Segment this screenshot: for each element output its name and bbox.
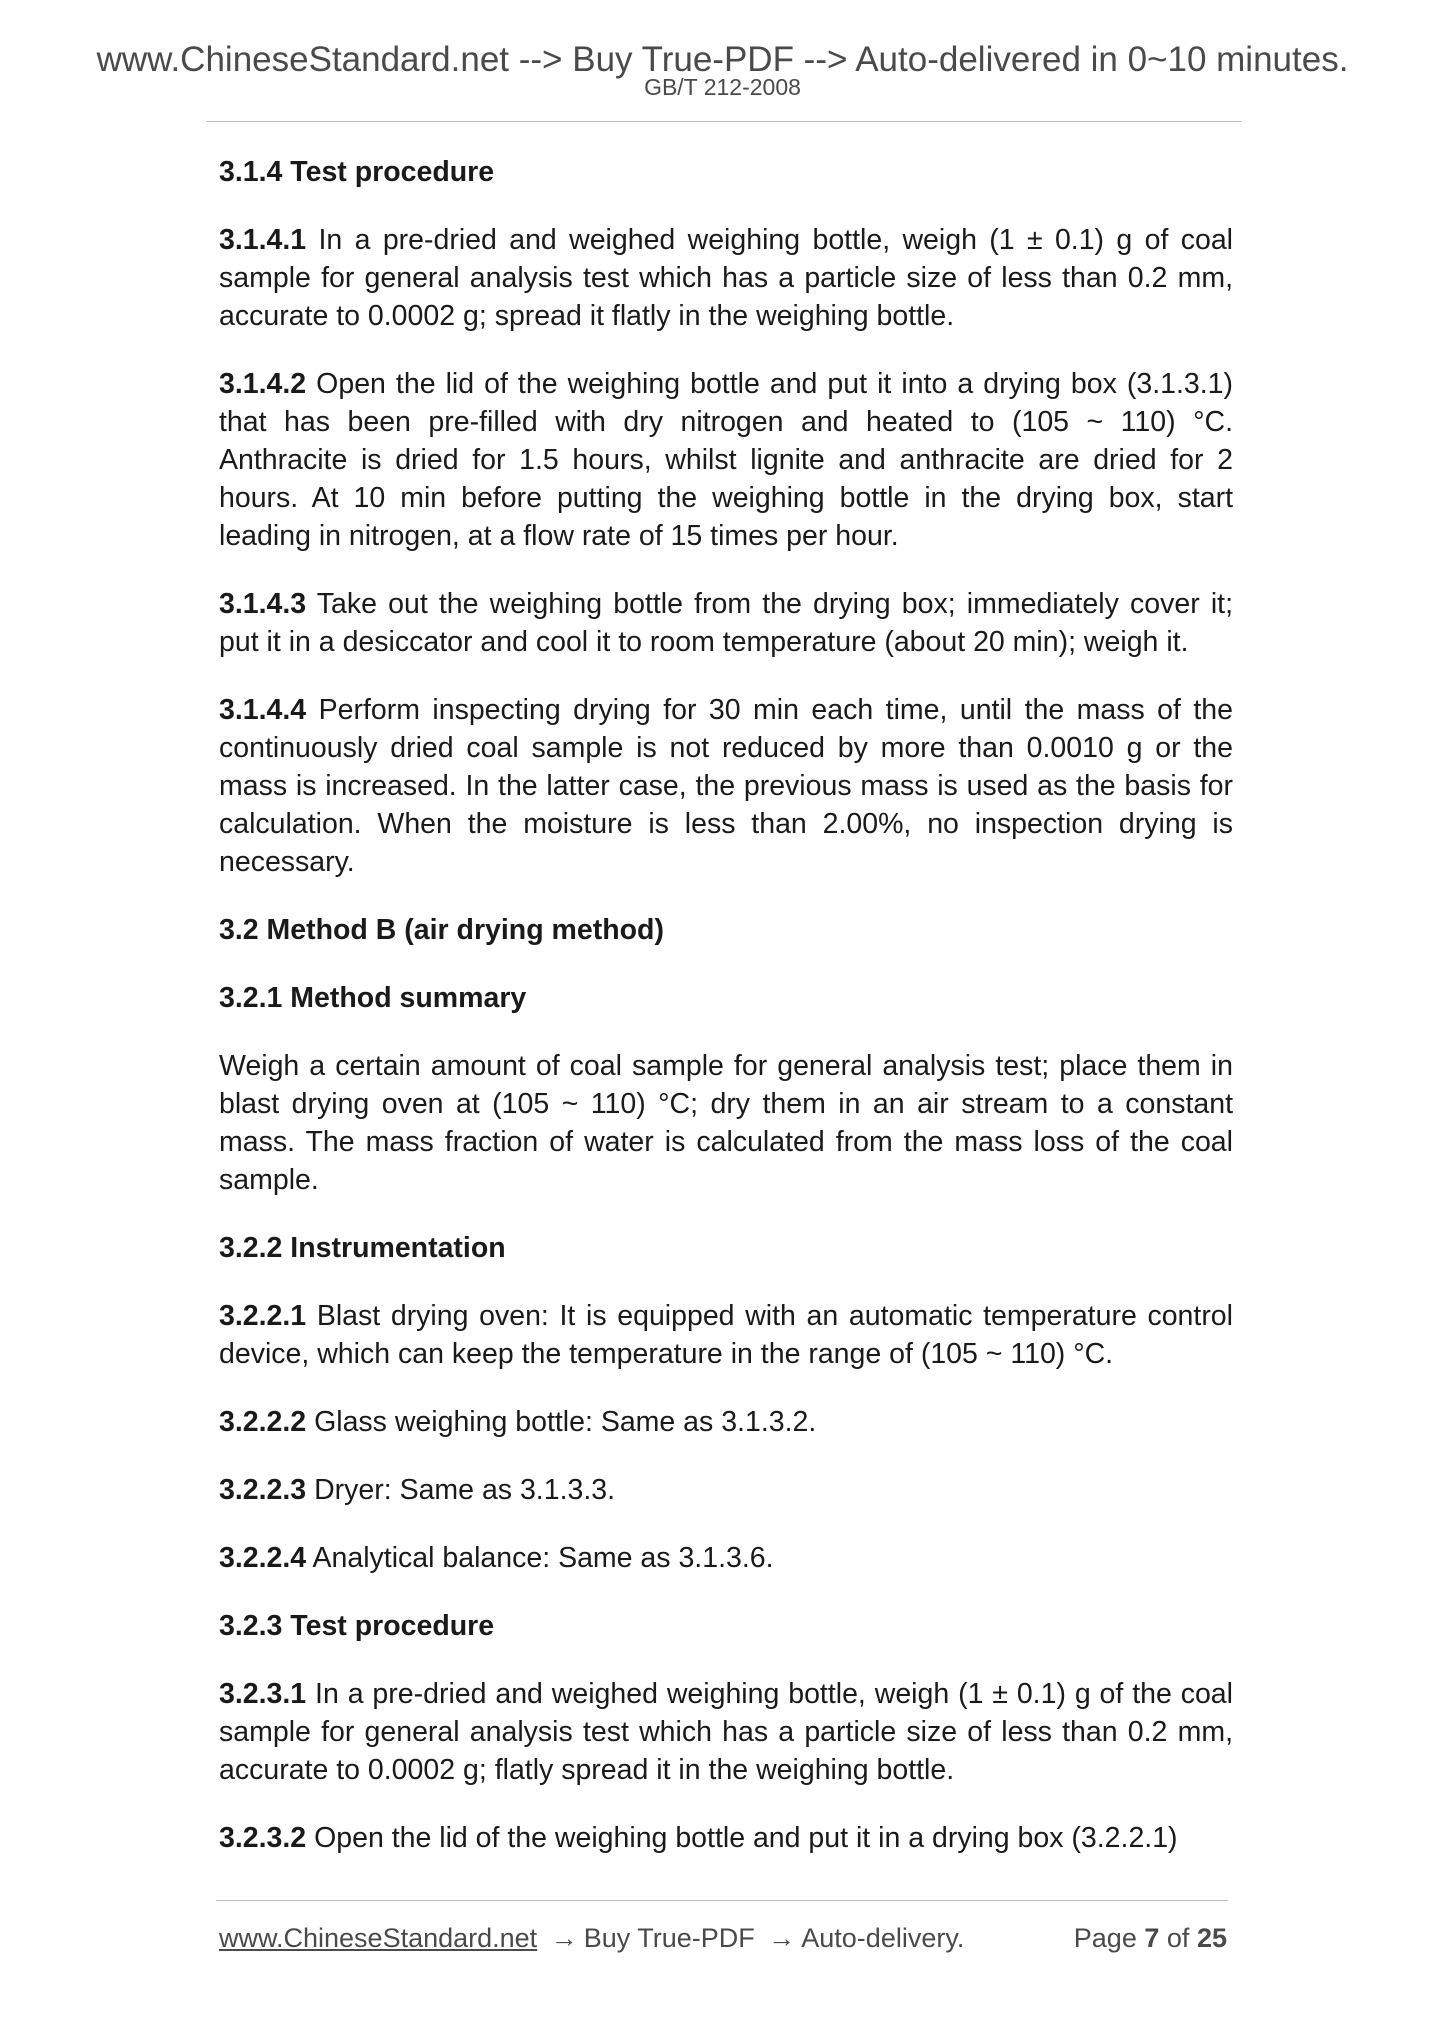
clause-text: In a pre-dried and weighed weighing bottle, weigh (1 ± 0.1) g of the coal sample for general analysis test which has a particle size of less than 0.2 mm, accurate to 0.0002 g; flatly spread it in the weighing bottle. <box>219 1678 1233 1786</box>
page-total: 25 <box>1196 1923 1227 1953</box>
clause-paragraph <box>219 1297 1233 1373</box>
page-label: Page <box>1073 1923 1137 1953</box>
section-heading: 3.2.2 Instrumentation <box>219 1232 506 1264</box>
section-heading: 3.2.3 Test procedure <box>219 1610 495 1642</box>
section-heading: 3.2.1 Method summary <box>219 982 527 1014</box>
page-of: of <box>1166 1923 1190 1953</box>
clause-number: 3.2.3.1 <box>219 1678 307 1710</box>
clause-text: Perform inspecting drying for 30 min each time, until the mass of the continuously dried coal sample is not reduced by more than 0.0010 g or the mass is increased. In the latter case, the previous mass is used as the basis for calculation. When the moisture is less than 2.00%, no inspection drying is necessary. <box>219 694 1233 878</box>
standard-code: GB/T 212-2008 <box>644 74 801 100</box>
section-heading: 3.2 Method B (air drying method) <box>219 914 664 946</box>
document-body <box>219 153 1233 1887</box>
clause-number: 3.2.2.4 <box>219 1542 307 1574</box>
clause-number: 3.2.2.3 <box>219 1474 307 1506</box>
footer-promo <box>219 1920 964 1956</box>
page-footer <box>219 1920 1227 1956</box>
footer-site-link[interactable]: www.ChineseStandard.net <box>219 1923 538 1953</box>
footer-buy-text: Buy True-PDF <box>583 1923 755 1953</box>
footer-divider <box>216 1900 1228 1901</box>
section-heading: 3.1.4 Test procedure <box>219 156 495 188</box>
clause-text: Take out the weighing bottle from the drying box; immediately cover it; put it in a desiccator and cool it to room temperature (about 20 min); weigh it. <box>219 588 1233 658</box>
clause-text: Blast drying oven: It is equipped with an automatic temperature control device, which can keep the temperature in the range of (105 ~ 110) °C. <box>219 1300 1233 1370</box>
clause-text: In a pre-dried and weighed weighing bottle, weigh (1 ± 0.1) g of coal sample for general analysis test which has a particle size of less than 0.2 mm, accurate to 0.0002 g; spread it flatly in the weighing bottle. <box>219 224 1233 332</box>
header-divider <box>206 121 1242 122</box>
clause-number: 3.1.4.3 <box>219 588 307 620</box>
clause-paragraph <box>219 1819 1233 1857</box>
clause-paragraph <box>219 1539 1233 1577</box>
site-banner: www.ChineseStandard.net --> Buy True-PDF --> Auto-delivered in 0~10 minutes. <box>96 40 1349 79</box>
clause-number: 3.1.4.1 <box>219 224 307 256</box>
arrow-right-icon: → <box>768 1923 796 1953</box>
arrow-right-icon: → <box>550 1923 578 1953</box>
page-number <box>1074 1920 1227 1956</box>
clause-paragraph <box>219 221 1233 335</box>
clause-number: 3.2.3.2 <box>219 1822 307 1854</box>
clause-paragraph <box>219 1403 1233 1441</box>
clause-text: Analytical balance: Same as 3.1.3.6. <box>306 1542 774 1574</box>
clause-text: Glass weighing bottle: Same as 3.1.3.2. <box>306 1406 817 1438</box>
clause-text: Weigh a certain amount of coal sample for general analysis test; place them in blast drying oven at (105 ~ 110) °C; dry them in an air stream to a constant mass. The mass fraction of water is calculated from the mass loss of the coal sample. <box>219 1050 1233 1196</box>
clause-text: Dryer: Same as 3.1.3.3. <box>306 1474 616 1506</box>
clause-paragraph <box>219 1471 1233 1509</box>
clause-number: 3.2.2.1 <box>219 1300 307 1332</box>
clause-paragraph <box>219 1047 1233 1199</box>
footer-delivery-text: Auto-delivery. <box>801 1923 965 1953</box>
clause-number: 3.2.2.2 <box>219 1406 307 1438</box>
clause-paragraph <box>219 1675 1233 1789</box>
clause-paragraph <box>219 585 1233 661</box>
clause-paragraph <box>219 365 1233 555</box>
clause-text: Open the lid of the weighing bottle and put it in a drying box (3.2.2.1) <box>306 1822 1178 1854</box>
clause-text: Open the lid of the weighing bottle and put it into a drying box (3.1.3.1) that has been pre-filled with dry nitrogen and heated to (105 ~ 110) °C. Anthracite is dried for 1.5 hours, whilst lignite and anthracite are dried for 2 hours. At 10 min before putting the weighing bottle in the drying box, start leading in nitrogen, at a flow rate of 15 times per hour. <box>219 368 1233 552</box>
clause-paragraph <box>219 691 1233 881</box>
page-current: 7 <box>1144 1923 1160 1953</box>
clause-number: 3.1.4.4 <box>219 694 307 726</box>
clause-number: 3.1.4.2 <box>219 368 307 400</box>
